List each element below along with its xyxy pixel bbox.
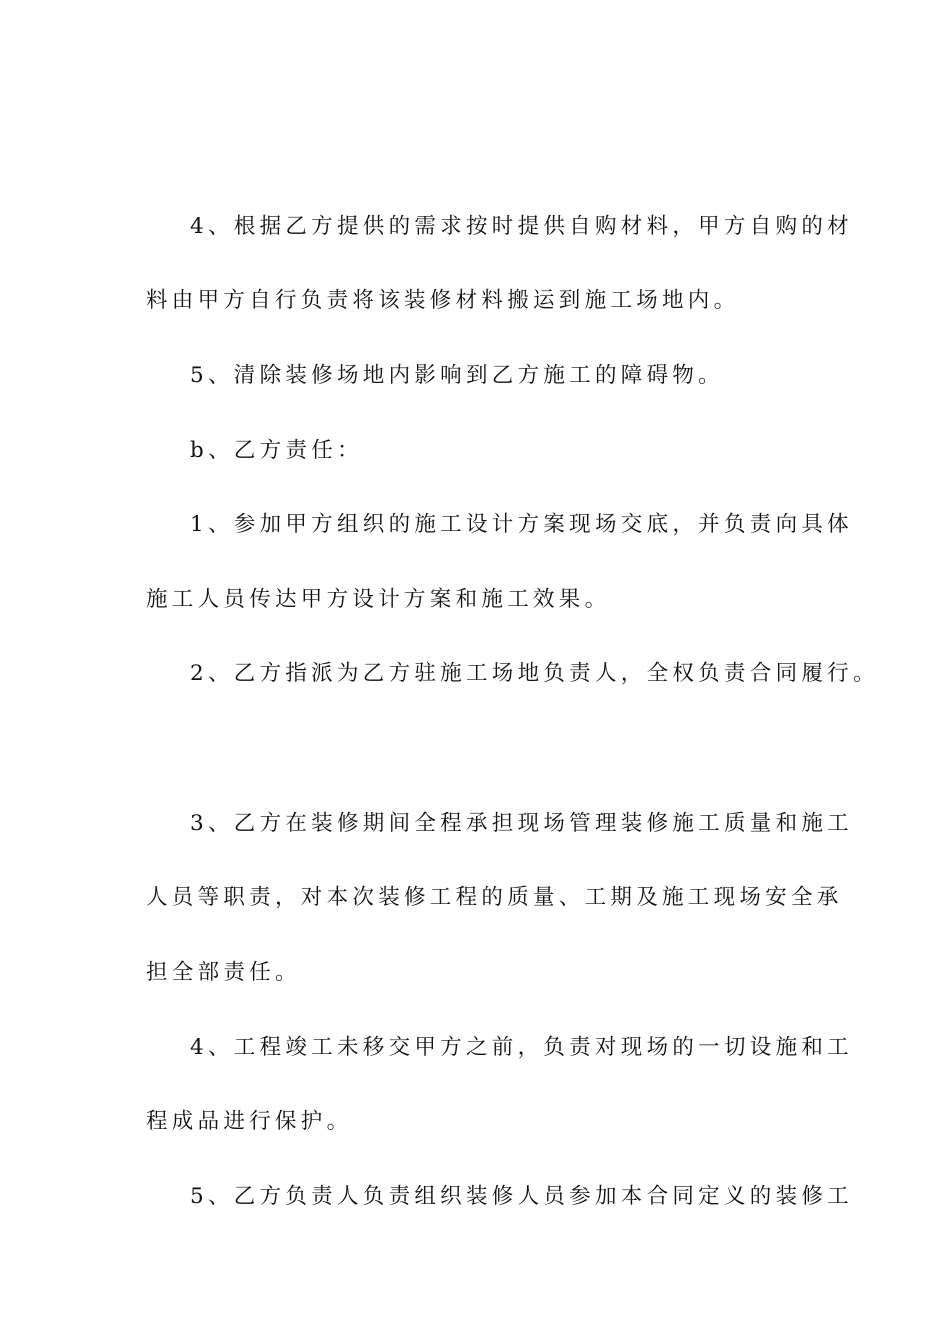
paragraph-line: 5、乙方负责人负责组织装修人员参加本合同定义的装修工: [190, 1184, 853, 1209]
paragraph-line: 人员等职责，对本次装修工程的质量、工期及施工现场安全承: [146, 885, 843, 910]
paragraph-line: 担全部责任。: [146, 960, 301, 985]
paragraph-line: 3、乙方在装修期间全程承担现场管理装修施工质量和施工: [190, 811, 853, 836]
paragraph-line: 料由甲方自行负责将该装修材料搬运到施工场地内。: [146, 288, 740, 313]
paragraph-line: 1、参加甲方组织的施工设计方案现场交底，并负责向具体: [190, 512, 853, 537]
paragraph-line: 4、工程竣工未移交甲方之前，负责对现场的一切设施和工: [190, 1035, 853, 1060]
section-heading: b、乙方责任：: [190, 438, 363, 463]
paragraph-line: 施工人员传达甲方设计方案和施工效果。: [146, 587, 611, 612]
paragraph-line: 4、根据乙方提供的需求按时提供自购材料，甲方自购的材: [190, 214, 853, 239]
paragraph-line: 5、清除装修场地内影响到乙方施工的障碍物。: [190, 363, 724, 388]
paragraph-line: 程成品进行保护。: [146, 1109, 353, 1134]
paragraph-line: 2、乙方指派为乙方驻施工场地负责人，全权负责合同履行。: [190, 661, 879, 686]
